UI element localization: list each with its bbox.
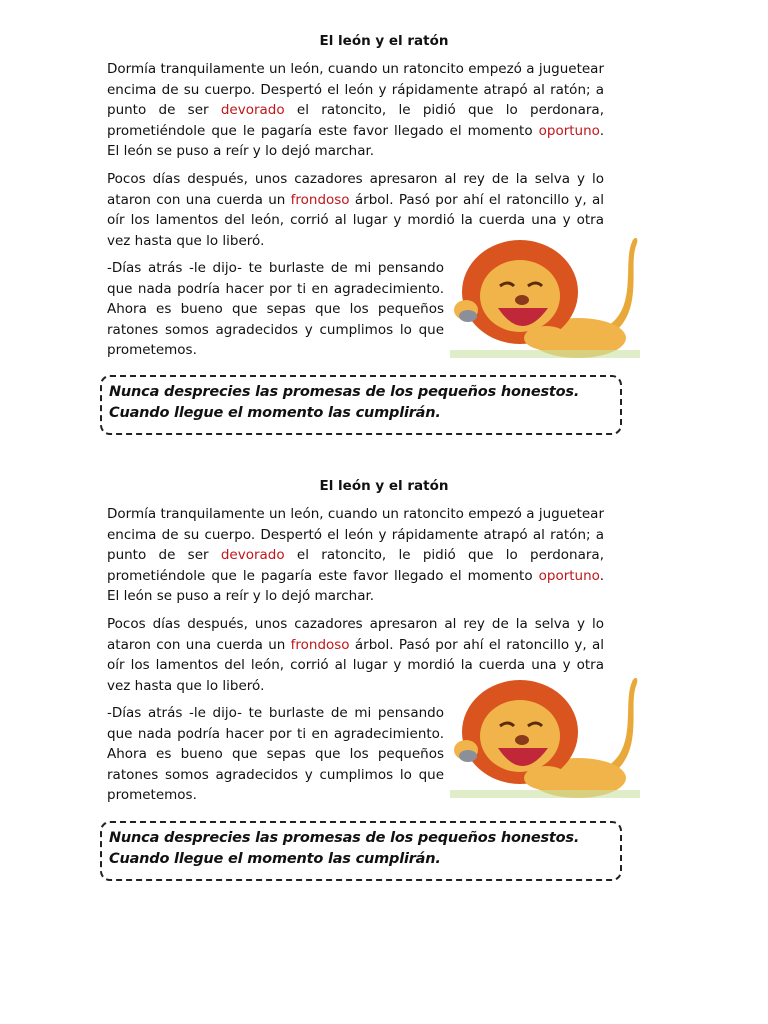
paragraph-1 <box>107 504 604 607</box>
moral-line-2: Cuando llegue el momento las cumplirán. <box>109 405 441 421</box>
moral-line-2: Cuando llegue el momento las cumplirán. <box>109 851 441 867</box>
paragraph-text: Dormía tranquilamente un león, cuando un ratoncito empezó a juguetear encima de su cuerpo. Despertó el león y rápidamente atrapó al ratón; a punto de ser <box>107 61 604 118</box>
paragraph-text: el ratoncito, le pidió que lo perdonara, prometiéndole que le pagaría este favor llegado el momento <box>107 547 604 584</box>
highlighted-word: devorado <box>220 102 285 118</box>
moral-box <box>100 821 622 881</box>
highlighted-word: frondoso <box>290 191 350 208</box>
story-title: El león y el ratón <box>319 478 449 494</box>
paragraph-text: . El león se puso a reír y lo dejó marchar. <box>107 567 604 604</box>
story-section-1 <box>0 30 768 421</box>
paragraph-text: árbol. Pasó por ahí el ratoncillo y, al oír los lamentos del león, corrió al lugar y mordió la cuerda una y otra vez hasta que lo liberó. <box>107 636 605 694</box>
story-title: El león y el ratón <box>319 33 449 49</box>
highlighted-word: oportuno <box>538 122 600 139</box>
lion-and-mouse-illustration <box>450 234 640 368</box>
paragraph-text: . El león se puso a reír y lo dejó marchar. <box>107 122 604 159</box>
paragraph-1 <box>107 59 604 162</box>
paragraph-3: -Días atrás -le dijo- te burlaste de mi pensando que nada podría hacer por ti en agradecimiento. Ahora es bueno que sepas que los pequeños ratones somos agradecidos y cumplimos lo que prometemos. <box>107 705 444 803</box>
highlighted-word: devorado <box>220 547 285 563</box>
highlighted-word: oportuno <box>538 567 600 584</box>
story-section-2 <box>0 475 768 867</box>
paragraph-text: Dormía tranquilamente un león, cuando un ratoncito empezó a juguetear encima de su cuerpo. Despertó el león y rápidamente atrapó al ratón; a punto de ser <box>107 506 604 563</box>
paragraph-text: árbol. Pasó por ahí el ratoncillo y, al oír los lamentos del león, corrió al lugar y mordió la cuerda una y otra vez hasta que lo liberó. <box>107 191 605 249</box>
moral-box <box>100 375 622 435</box>
paragraph-text: Pocos días después, unos cazadores apresaron al rey de la selva y lo ataron con una cuerda un <box>107 616 604 653</box>
lion-and-mouse-illustration <box>450 674 640 808</box>
moral-line-1: Nunca desprecies las promesas de los pequeños honestos. <box>109 830 580 846</box>
highlighted-word: frondoso <box>290 636 350 653</box>
paragraph-text: Pocos días después, unos cazadores apresaron al rey de la selva y lo ataron con una cuerda un <box>107 171 604 208</box>
moral-line-1: Nunca desprecies las promesas de los pequeños honestos. <box>109 384 580 400</box>
paragraph-text: el ratoncito, le pidió que lo perdonara, prometiéndole que le pagaría este favor llegado el momento <box>107 102 604 139</box>
paragraph-3: -Días atrás -le dijo- te burlaste de mi pensando que nada podría hacer por ti en agradecimiento. Ahora es bueno que sepas que los pequeños ratones somos agradecidos y cumplimos lo que prometemos. <box>107 260 444 358</box>
